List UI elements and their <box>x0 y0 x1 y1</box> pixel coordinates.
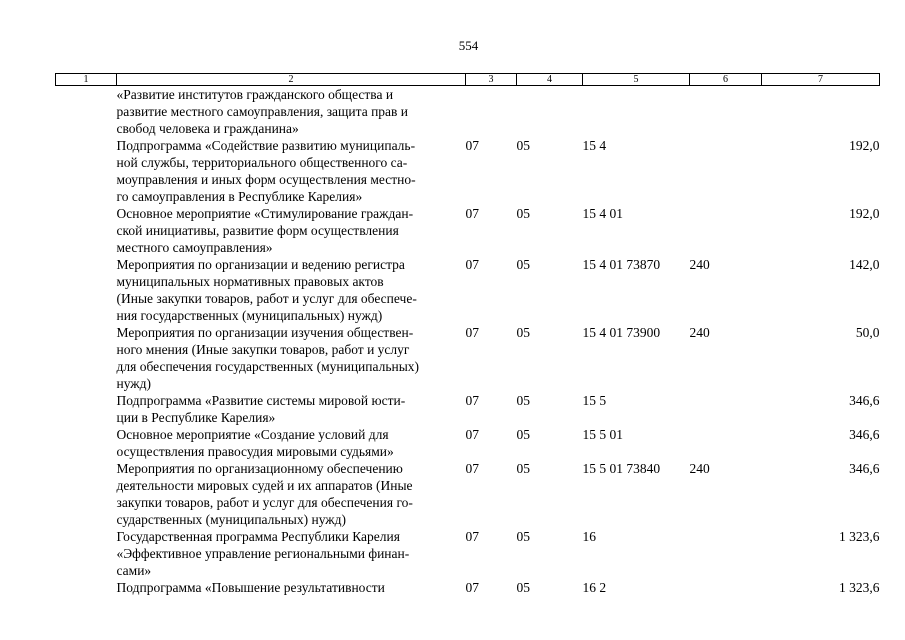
column-number-7: 7 <box>762 74 880 86</box>
column-number-2: 2 <box>117 74 466 86</box>
amount: 346,6 <box>849 427 880 442</box>
target-article-code <box>583 86 690 138</box>
amount: 1 323,6 <box>839 580 880 595</box>
item-name: Основное мероприятие «Стимулирование граждан- ской инициативы, развитие форм осуществления местного самоуправления» <box>116 206 414 255</box>
target-article-code: 15 4 01 73900 <box>582 325 661 340</box>
expense-type-code <box>690 579 762 596</box>
expense-type-code: 240 <box>689 325 710 340</box>
column-number-4: 4 <box>517 74 583 86</box>
row-index-cell <box>56 256 117 324</box>
item-name: Подпрограмма «Повышение результативности <box>116 580 385 595</box>
table-row <box>56 460 880 528</box>
item-name: Мероприятия по организации изучения обществен- ного мнения (Иные закупки товаров, работ и услуг для обеспечения государственных (муниципальных) нужд) <box>116 325 420 391</box>
target-article-code: 16 2 <box>582 580 607 595</box>
expense-type-code <box>690 137 762 205</box>
item-name: Подпрограмма «Содействие развитию муниципаль- ной службы, территориального общественного са- моуправления и иных форм осуществления местно- го самоуправления в Республике Карелия» <box>116 138 416 204</box>
row-index-cell <box>56 426 117 460</box>
amount: 1 323,6 <box>839 529 880 544</box>
table-row <box>56 426 880 460</box>
expense-type-code <box>690 86 762 138</box>
column-number-1: 1 <box>56 74 117 86</box>
table-row <box>56 579 880 596</box>
table-row <box>56 324 880 392</box>
table-row <box>56 256 880 324</box>
table-row <box>56 137 880 205</box>
item-name: Мероприятия по организации и ведению регистра муниципальных нормативных правовых актов (Иные закупки товаров, работ и услуг для обеспече- ния государственных (муниципальных) нужд) <box>116 257 417 323</box>
row-index-cell <box>56 528 117 579</box>
row-index-cell <box>56 392 117 426</box>
section-code: 07 <box>465 325 479 340</box>
row-index-cell <box>56 324 117 392</box>
target-article-code: 15 5 <box>582 393 607 408</box>
amount: 192,0 <box>849 206 880 221</box>
row-index-cell <box>56 86 117 138</box>
item-name: «Развитие институтов гражданского общества и развитие местного самоуправления, защита прав и свобод человека и гражданина» <box>116 87 409 136</box>
target-article-code: 15 4 <box>582 138 607 153</box>
table-row <box>56 86 880 138</box>
subsection-code <box>517 86 583 138</box>
section-code: 07 <box>465 206 479 221</box>
section-code: 07 <box>465 580 479 595</box>
target-article-code: 15 5 01 <box>582 427 623 442</box>
subsection-code: 05 <box>516 461 530 476</box>
item-name: Государственная программа Республики Карелия «Эффективное управление региональными финан- сами» <box>116 529 410 578</box>
expense-type-code <box>690 528 762 579</box>
amount: 142,0 <box>849 257 880 272</box>
amount <box>762 86 880 138</box>
amount: 346,6 <box>849 393 880 408</box>
section-code: 07 <box>465 393 479 408</box>
expense-type-code <box>690 205 762 256</box>
target-article-code: 15 4 01 <box>582 206 623 221</box>
subsection-code: 05 <box>516 206 530 221</box>
section-code: 07 <box>465 529 479 544</box>
item-name: Мероприятия по организационному обеспечению деятельности мировых судей и их аппаратов (Иные закупки товаров, работ и услуг для обеспечения го- сударственных (муниципальных) нужд) <box>116 461 413 527</box>
section-code: 07 <box>465 427 479 442</box>
row-index-cell <box>56 579 117 596</box>
section-code: 07 <box>465 257 479 272</box>
amount: 346,6 <box>849 461 880 476</box>
subsection-code: 05 <box>516 257 530 272</box>
table-row <box>56 205 880 256</box>
target-article-code: 16 <box>582 529 596 544</box>
page-number: 554 <box>458 38 479 53</box>
item-name: Основное мероприятие «Создание условий для осуществления правосудия мировыми судьями» <box>116 427 394 459</box>
table-row <box>56 528 880 579</box>
item-name: Подпрограмма «Развитие системы мировой юсти- ции в Республике Карелия» <box>116 393 406 425</box>
subsection-code: 05 <box>516 580 530 595</box>
subsection-code: 05 <box>516 529 530 544</box>
section-code <box>466 86 517 138</box>
amount: 50,0 <box>855 325 880 340</box>
column-number-3: 3 <box>466 74 517 86</box>
subsection-code: 05 <box>516 427 530 442</box>
section-code: 07 <box>465 461 479 476</box>
expense-type-code: 240 <box>689 257 710 272</box>
row-index-cell <box>56 137 117 205</box>
column-number-header-row <box>56 74 880 86</box>
expense-type-code <box>690 392 762 426</box>
expense-type-code: 240 <box>689 461 710 476</box>
subsection-code: 05 <box>516 393 530 408</box>
budget-table <box>55 73 880 596</box>
target-article-code: 15 5 01 73840 <box>582 461 661 476</box>
subsection-code: 05 <box>516 138 530 153</box>
subsection-code: 05 <box>516 325 530 340</box>
target-article-code: 15 4 01 73870 <box>582 257 661 272</box>
column-number-5: 5 <box>583 74 690 86</box>
row-index-cell <box>56 205 117 256</box>
amount: 192,0 <box>849 138 880 153</box>
section-code: 07 <box>465 138 479 153</box>
column-number-6: 6 <box>690 74 762 86</box>
table-row <box>56 392 880 426</box>
expense-type-code <box>690 426 762 460</box>
row-index-cell <box>56 460 117 528</box>
